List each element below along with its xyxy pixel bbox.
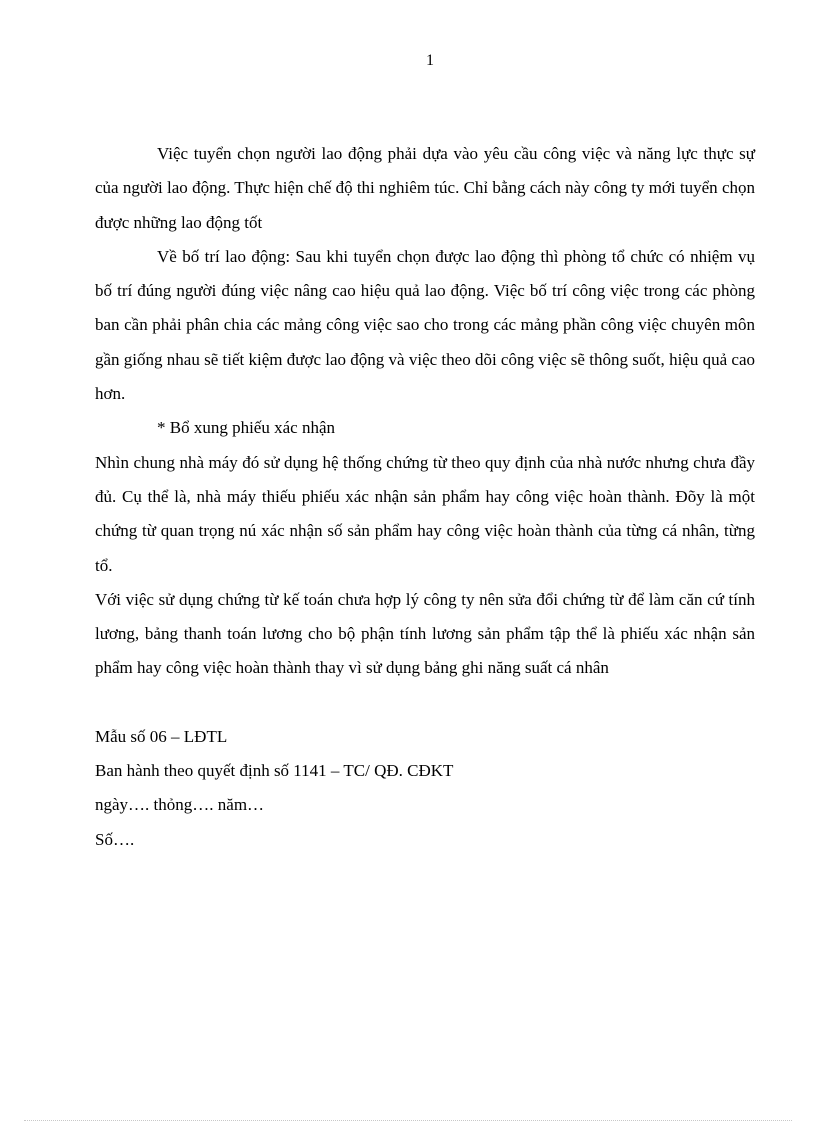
form-template-code: Mẫu số 06 – LĐTL bbox=[95, 726, 228, 746]
form-number-line: Số…. bbox=[95, 829, 135, 849]
form-date-line: ngày…. thỏng…. năm… bbox=[95, 795, 265, 815]
page-number: 1 bbox=[426, 52, 434, 69]
document-body bbox=[95, 137, 755, 857]
page-bottom-divider bbox=[24, 1120, 792, 1121]
form-decision-reference: Ban hành theo quyết định số 1141 – TC/ QĐ. CĐKT bbox=[95, 761, 454, 781]
paragraph-labor-allocation: Về bố trí lao động: Sau khi tuyển chọn được lao động thì phòng tổ chức có nhiệm vụ bố trí đúng người đúng việc nâng cao hiệu quả lao động. Việc bố trí công việc trong các phòng ban cần phải phân chia các mảng công việc sao cho trong các mảng phần công việc chuyên môn gần giống nhau sẽ tiết kiệm được lao động và việc theo dõi công việc sẽ thông suốt, hiệu quả cao hơn. bbox=[95, 246, 755, 404]
section-heading-confirmation-slip: * Bổ xung phiếu xác nhận bbox=[157, 418, 335, 438]
paragraph-voucher-recommendation: Với việc sử dụng chứng từ kế toán chưa hợp lý công ty nên sửa đổi chứng từ để làm căn cứ tính lương, bảng thanh toán lương cho bộ phận tính lương sản phẩm tập thể là phiếu xác nhận sản phẩm hay công việc hoàn thành thay vì sử dụng bảng ghi năng suất cá nhân bbox=[95, 589, 755, 678]
paragraph-recruitment: Việc tuyển chọn người lao động phải dựa vào yêu cầu công việc và năng lực thực sự của người lao động. Thực hiện chế độ thi nghiêm túc. Chỉ bằng cách này công ty mới tuyển chọn được những lao động tốt bbox=[95, 144, 755, 232]
paragraph-voucher-system: Nhìn chung nhà máy đó sử dụng hệ thống chứng từ theo quy định của nhà nước nhưng chưa đầy đủ. Cụ thể là, nhà máy thiếu phiếu xác nhận sản phẩm hay công việc hoàn thành. Đõy là một chứng từ quan trọng nú xác nhận số sản phẩm hay công việc hoàn thành của từng cá nhân, từng tổ. bbox=[95, 452, 755, 575]
spacer bbox=[95, 686, 755, 720]
